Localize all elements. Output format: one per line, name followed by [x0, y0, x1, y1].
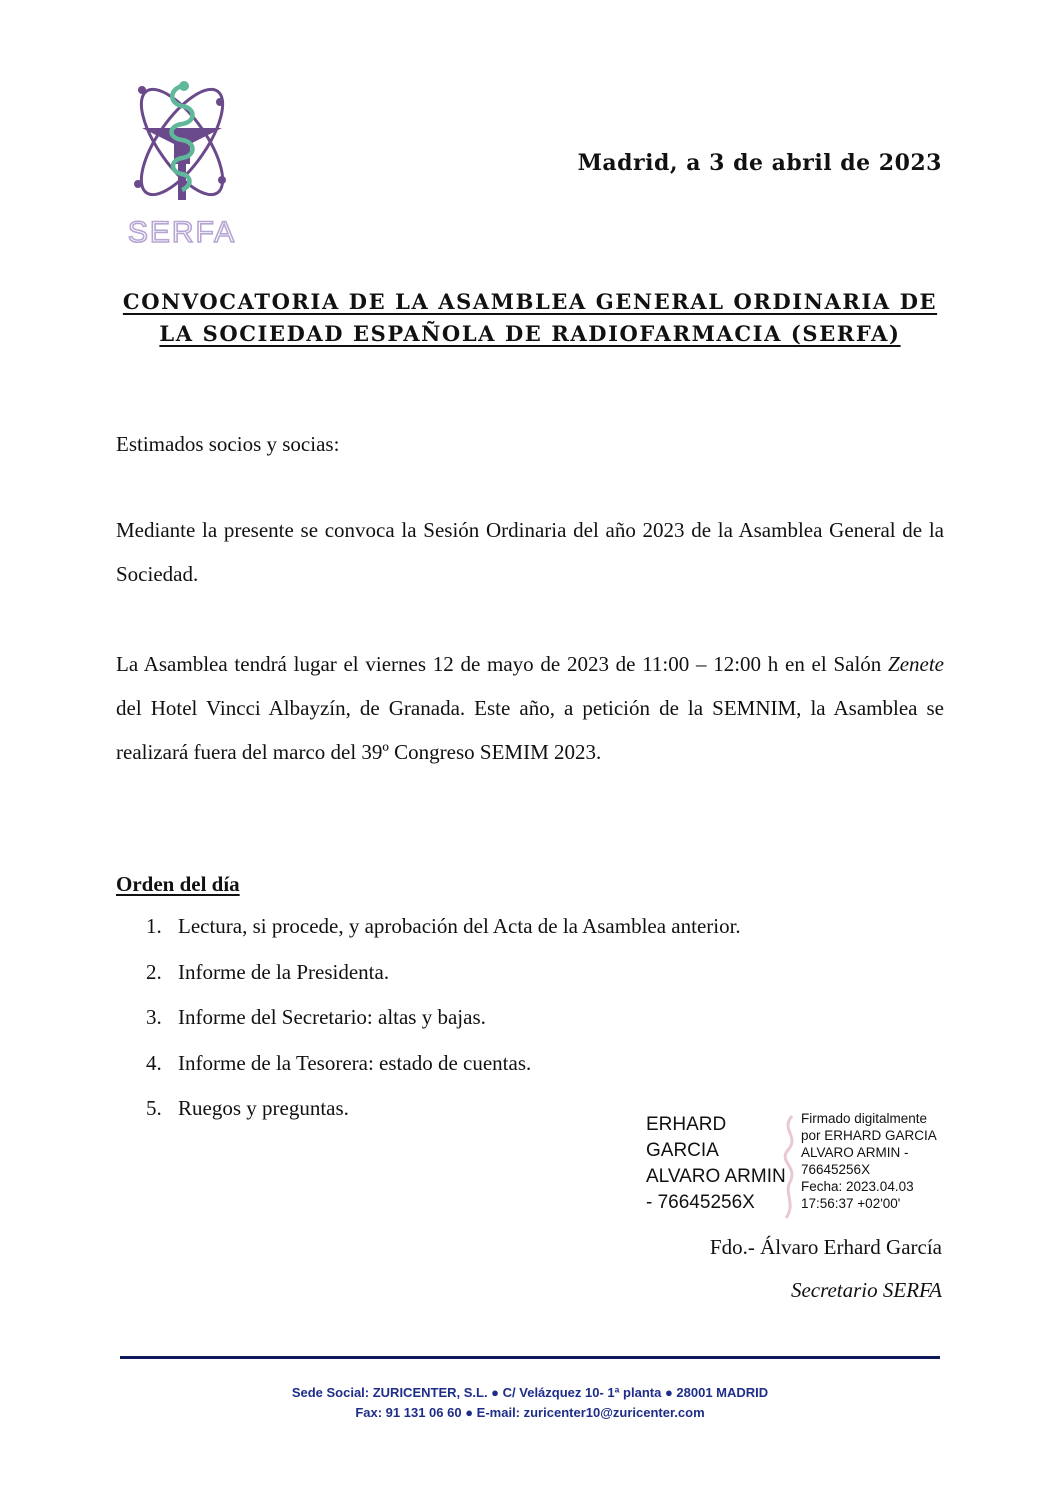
document-date: Madrid, a 3 de abril de 2023: [577, 150, 942, 176]
atom-caduceus-icon: [112, 72, 252, 257]
agenda-item-number: 4.: [146, 1050, 162, 1075]
agenda-item-text: Ruegos y preguntas.: [178, 1096, 349, 1120]
agenda-title: Orden del día: [116, 872, 240, 896]
paragraph-venue: [116, 642, 944, 774]
serfa-logo: [112, 72, 252, 257]
signature-details: Firmado digitalmente por ERHARD GARCIA ALVARO ARMIN - 76645256X Fecha: 2023.04.03 17:56:37 +02'00': [801, 1111, 937, 1211]
agenda-item-number: 1.: [146, 914, 162, 938]
venue-text-b: del Hotel Vincci Albayzín, de Granada. Este año, a petición de la SEMNIM, la Asamblea se realizará fuera del marco del 39º Congreso SEMIM 2023.: [116, 696, 944, 764]
footer-address: Sede Social: ZURICENTER, S.L. ● C/ Velázquez 10- 1ª planta ● 28001 MADRID: [291, 1385, 769, 1400]
svg-text:SERFA: SERFA: [127, 216, 237, 249]
agenda-item: [146, 1051, 741, 1097]
footer-divider: [120, 1356, 940, 1359]
venue-room-name: Zenete: [888, 652, 944, 676]
signer-line: Fdo.- Álvaro Erhard García: [709, 1235, 942, 1259]
title-line-1: CONVOCATORIA DE LA ASAMBLEA GENERAL ORDINARIA DE: [122, 289, 938, 314]
agenda-item-number: 2.: [146, 959, 162, 984]
agenda-list: [146, 914, 741, 1142]
agenda-item: [146, 1005, 741, 1051]
agenda-item-number: 3.: [146, 1005, 162, 1029]
document-title: [80, 286, 980, 350]
agenda-item-text: Informe del Secretario: altas y bajas.: [178, 1005, 486, 1029]
signer-role: Secretario SERFA: [790, 1278, 942, 1302]
agenda-item-text: Informe de la Tesorera: estado de cuentas.: [178, 1050, 532, 1075]
agenda-item: [146, 914, 741, 960]
title-line-2: LA SOCIEDAD ESPAÑOLA DE RADIOFARMACIA (SERFA): [159, 321, 901, 346]
agenda-item-text: Informe de la Presidenta.: [178, 959, 390, 984]
agenda-item-text: Lectura, si procede, y aprobación del Acta de la Asamblea anterior.: [178, 914, 741, 938]
footer-contact: Fax: 91 131 06 60 ● E-mail: zuricenter10@zuricenter.com: [355, 1405, 705, 1420]
agenda-item-number: 5.: [146, 1096, 162, 1120]
signature-signer-name: ERHARD GARCIA ALVARO ARMIN - 76645256X: [646, 1114, 786, 1213]
venue-text-a: La Asamblea tendrá lugar el viernes 12 de mayo de 2023 de 11:00 – 12:00 h en el Salón: [116, 652, 889, 676]
paragraph-convocation: Mediante la presente se convoca la Sesión Ordinaria del año 2023 de la Asamblea General de la Sociedad.: [116, 518, 944, 586]
agenda-item: [146, 960, 741, 1006]
greeting: Estimados socios y socias:: [116, 432, 340, 456]
